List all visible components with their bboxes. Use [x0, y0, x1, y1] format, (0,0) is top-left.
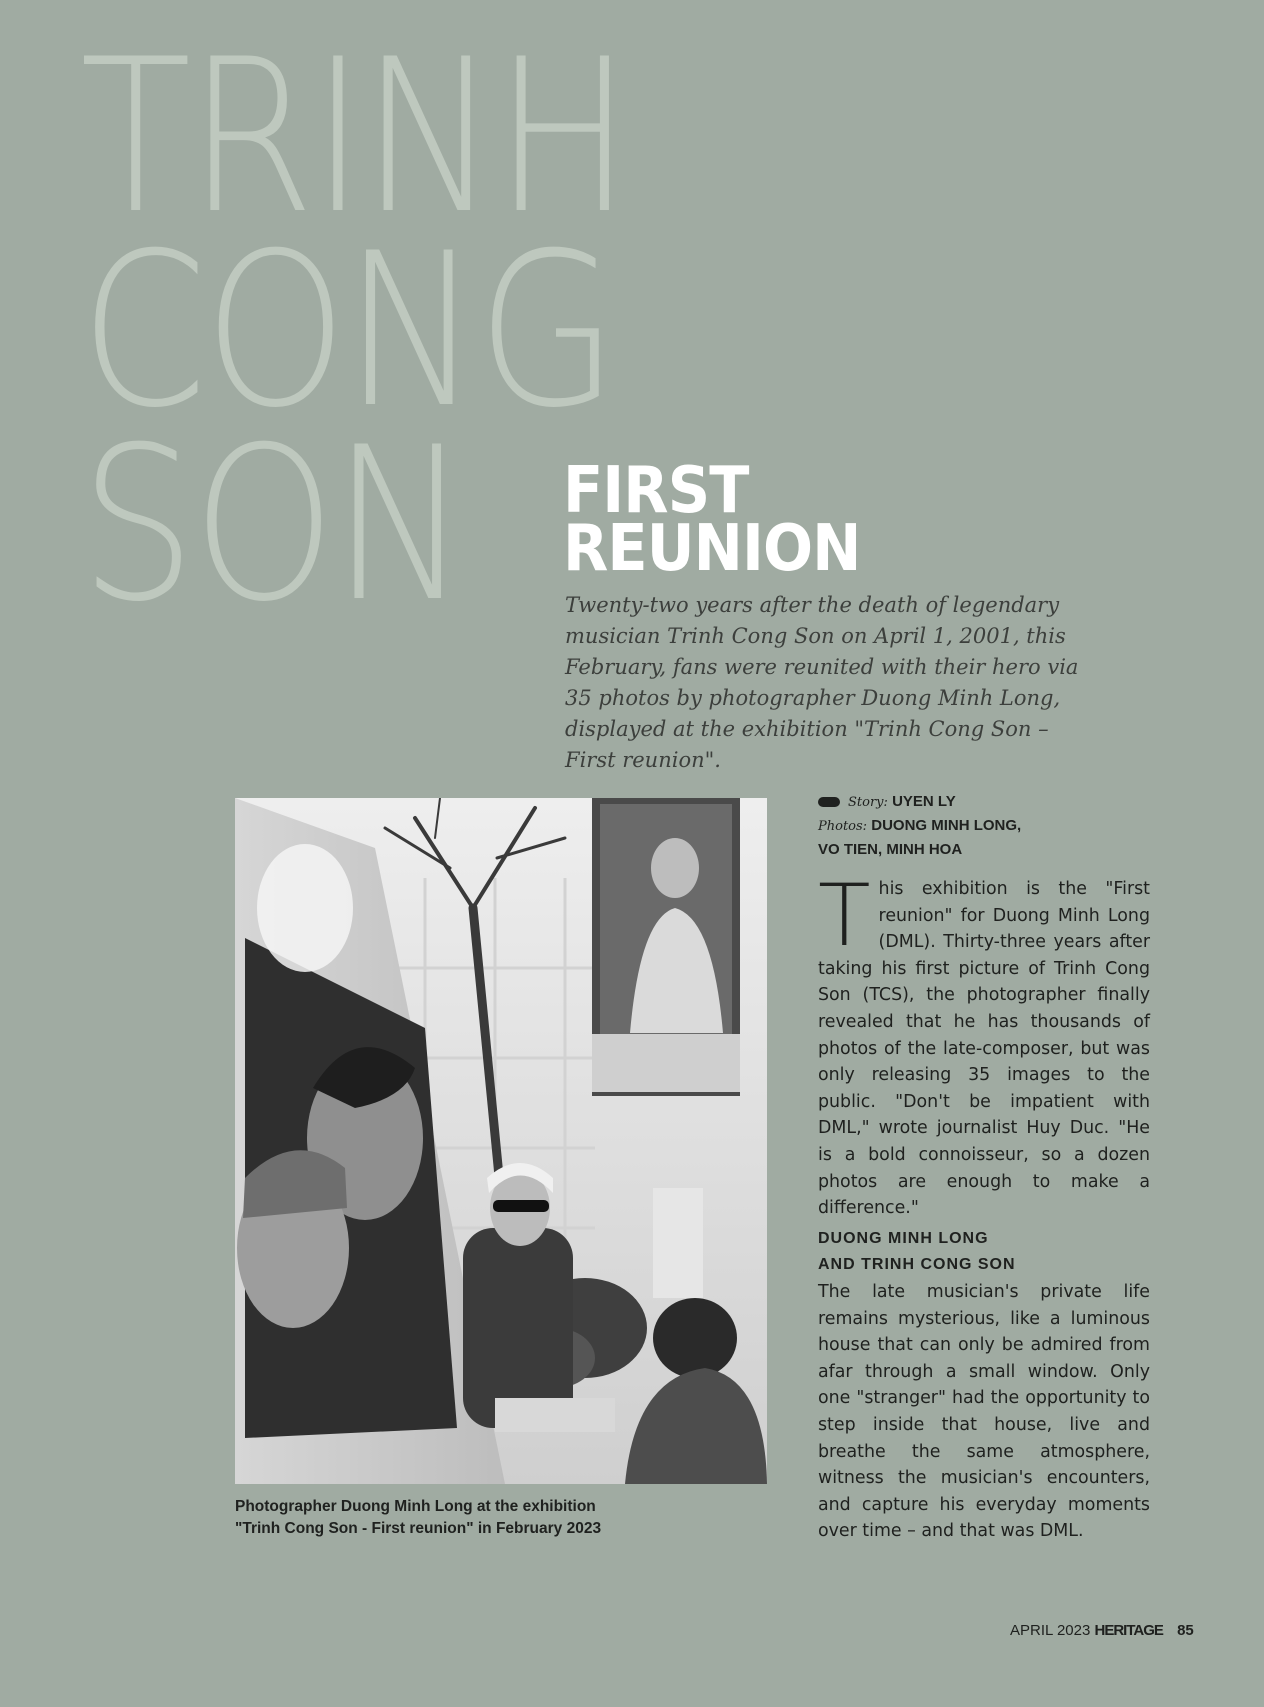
photos-authors-line-1: DUONG MINH LONG,	[871, 817, 1022, 834]
photos-credit	[818, 814, 1158, 838]
story-credit	[818, 790, 1158, 814]
headline-line-2: CONG	[80, 207, 615, 454]
story-label: Story:	[848, 795, 888, 810]
section-subheading	[818, 1226, 1016, 1278]
page-folio	[1010, 1622, 1194, 1639]
folio-magazine: HERITAGE	[1094, 1622, 1163, 1639]
headline-first-reunion	[563, 454, 861, 586]
story-author: UYEN LY	[892, 793, 956, 810]
byline	[818, 790, 1158, 861]
body-paragraph-1	[818, 866, 1150, 1222]
paragraph-1-text: his exhibition is the "First reunion" for Duong Minh Long (DML). Thirty-three years after taking his first picture of Trinh Cong Son (TCS), the photographer finally revealed that he has thousands of photos of the late-composer, but was only releasing 35 images to the public. "Don't be impatient with DML," wrote journalist Huy Duc. "He is a bold connoisseur, so a dozen photos are enough to make a difference."	[818, 879, 1150, 1219]
caption-line-1: Photographer Duong Minh Long at the exhibition	[235, 1498, 596, 1515]
headline-line-3: SON	[80, 401, 466, 648]
subheading-line-1: DUONG MINH LONG	[818, 1230, 989, 1247]
subheadline-line-2: REUNION	[563, 512, 861, 586]
subheading-line-2: AND TRINH CONG SON	[818, 1256, 1016, 1273]
body-paragraph-2: The late musician's private life remains mysterious, like a luminous house that can only be admired from afar through a small window. Only one "stranger" had the opportunity to step inside that house, live and breathe the same atmosphere, witness the musician's encounters, and capture his everyday moments over time – and that was DML.	[818, 1282, 1150, 1542]
page-number: 85	[1177, 1622, 1194, 1639]
byline-marker-icon	[818, 797, 840, 807]
subheadline-line-1: FIRST	[563, 454, 749, 528]
exhibition-photo	[235, 798, 767, 1484]
photos-label: Photos:	[818, 819, 868, 834]
photo-caption	[235, 1496, 795, 1540]
folio-issue: APRIL 2023	[1010, 1622, 1091, 1639]
drop-cap: T	[818, 866, 871, 966]
intro-standfirst: Twenty-two years after the death of legendary musician Trinh Cong Son on April 1, 2001, this February, fans were reunited with their hero via 35 photos by photographer Duong Minh Long, displayed at the exhibition "Trinh Cong Son – First reunion".	[565, 593, 1079, 772]
headline-trinh-cong-son	[80, 13, 629, 648]
caption-line-2: "Trinh Cong Son - First reunion" in February 2023	[235, 1520, 602, 1537]
photos-authors-line-2: VO TIEN, MINH HOA	[818, 841, 963, 858]
headline-line-1: TRINH	[80, 13, 629, 260]
exhibition-photo-illustration	[235, 798, 767, 1484]
